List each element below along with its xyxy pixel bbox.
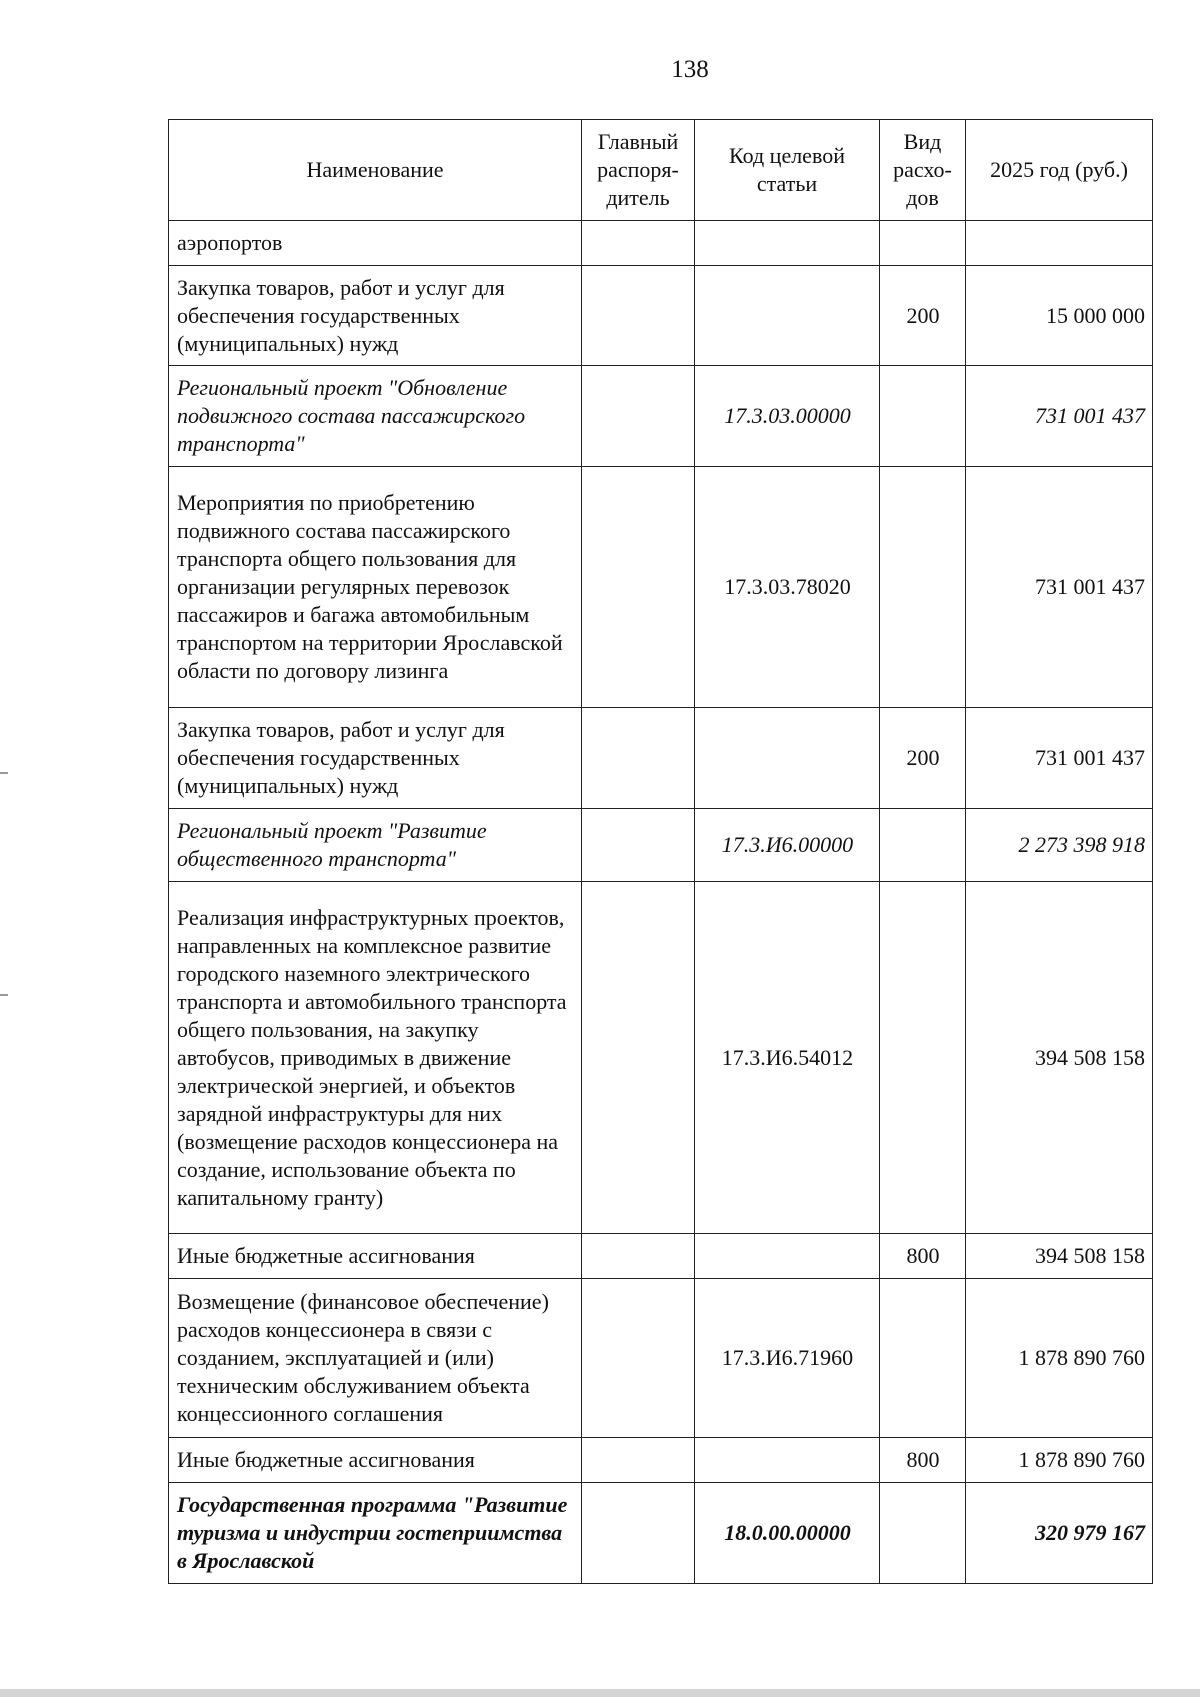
- cell-code: 17.3.03.00000: [695, 366, 880, 467]
- table-row: [169, 882, 1153, 1234]
- cell-name: Закупка товаров, работ и услуг для обеспечения государственных (муниципальных) нужд: [169, 708, 582, 809]
- scan-edge-mark: [0, 994, 8, 996]
- cell-manager: [582, 366, 695, 467]
- cell-type: [880, 1279, 966, 1438]
- table-header-row: [169, 120, 1153, 221]
- cell-code: [695, 1234, 880, 1279]
- table-row: [169, 1279, 1153, 1438]
- table-row: [169, 266, 1153, 366]
- table-row: [169, 708, 1153, 809]
- cell-amount: 320 979 167: [966, 1483, 1153, 1584]
- header-manager: Главный распоря-дитель: [582, 120, 695, 221]
- cell-manager: [582, 809, 695, 882]
- header-code: Код целевой статьи: [695, 120, 880, 221]
- cell-amount: 394 508 158: [966, 1234, 1153, 1279]
- cell-manager: [582, 1483, 695, 1584]
- cell-code: 17.3.03.78020: [695, 467, 880, 708]
- cell-code: 17.3.И6.71960: [695, 1279, 880, 1438]
- cell-type: 200: [880, 708, 966, 809]
- cell-code: 18.0.00.00000: [695, 1483, 880, 1584]
- table-row: [169, 1483, 1153, 1584]
- cell-manager: [582, 221, 695, 266]
- cell-type: [880, 1483, 966, 1584]
- cell-name: Иные бюджетные ассигнования: [169, 1438, 582, 1483]
- cell-type: [880, 221, 966, 266]
- cell-type: [880, 366, 966, 467]
- cell-type: 200: [880, 266, 966, 366]
- cell-manager: [582, 882, 695, 1234]
- page-number: 138: [671, 56, 709, 83]
- scan-edge: [0, 1689, 1200, 1697]
- budget-table: [168, 119, 1153, 1584]
- cell-name: Региональный проект "Развитие общественного транспорта": [169, 809, 582, 882]
- cell-manager: [582, 1234, 695, 1279]
- table-row: [169, 366, 1153, 467]
- cell-manager: [582, 708, 695, 809]
- header-year: 2025 год (руб.): [966, 120, 1153, 221]
- cell-code: 17.3.И6.00000: [695, 809, 880, 882]
- cell-name: Государственная программа "Развитие туризма и индустрии гостеприимства в Ярославской: [169, 1483, 582, 1584]
- header-name: Наименование: [169, 120, 582, 221]
- cell-code: [695, 221, 880, 266]
- cell-name: Закупка товаров, работ и услуг для обеспечения государственных (муниципальных) нужд: [169, 266, 582, 366]
- cell-code: [695, 1438, 880, 1483]
- cell-type: [880, 809, 966, 882]
- cell-amount: 731 001 437: [966, 708, 1153, 809]
- cell-type: 800: [880, 1234, 966, 1279]
- cell-amount: 1 878 890 760: [966, 1279, 1153, 1438]
- cell-amount: 1 878 890 760: [966, 1438, 1153, 1483]
- cell-amount: 731 001 437: [966, 467, 1153, 708]
- cell-name: Возмещение (финансовое обеспечение) расходов концессионера в связи с созданием, эксплуатацией и (или) техническим обслуживанием объекта концессионного соглашения: [169, 1279, 582, 1438]
- cell-code: 17.3.И6.54012: [695, 882, 880, 1234]
- table-row: [169, 809, 1153, 882]
- scan-edge-mark: [0, 772, 8, 774]
- cell-name: Мероприятия по приобретению подвижного состава пассажирского транспорта общего пользования для организации регулярных перевозок пассажиров и багажа автомобильным транспортом на территории Ярославской области по договору лизинга: [169, 467, 582, 708]
- table-row: [169, 467, 1153, 708]
- cell-code: [695, 266, 880, 366]
- cell-name: Региональный проект "Обновление подвижного состава пассажирского транспорта": [169, 366, 582, 467]
- table-row: [169, 1438, 1153, 1483]
- cell-name: аэропортов: [169, 221, 582, 266]
- table-row: [169, 1234, 1153, 1279]
- cell-amount: 731 001 437: [966, 366, 1153, 467]
- cell-manager: [582, 1438, 695, 1483]
- cell-amount: [966, 221, 1153, 266]
- cell-type: [880, 882, 966, 1234]
- cell-type: 800: [880, 1438, 966, 1483]
- cell-amount: 2 273 398 918: [966, 809, 1153, 882]
- table-row: [169, 221, 1153, 266]
- cell-manager: [582, 266, 695, 366]
- cell-name: Реализация инфраструктурных проектов, направленных на комплексное развитие городского наземного электрического транспорта и автомобильного транспорта общего пользования, на закупку автобусов, приводимых в движение электрической энергией, и объектов зарядной инфраструктуры для них (возмещение расходов концессионера на создание, использование объекта по капитальному гранту): [169, 882, 582, 1234]
- cell-manager: [582, 467, 695, 708]
- cell-type: [880, 467, 966, 708]
- cell-manager: [582, 1279, 695, 1438]
- header-type: Вид расхо-дов: [880, 120, 966, 221]
- cell-code: [695, 708, 880, 809]
- cell-amount: 15 000 000: [966, 266, 1153, 366]
- cell-name: Иные бюджетные ассигнования: [169, 1234, 582, 1279]
- cell-amount: 394 508 158: [966, 882, 1153, 1234]
